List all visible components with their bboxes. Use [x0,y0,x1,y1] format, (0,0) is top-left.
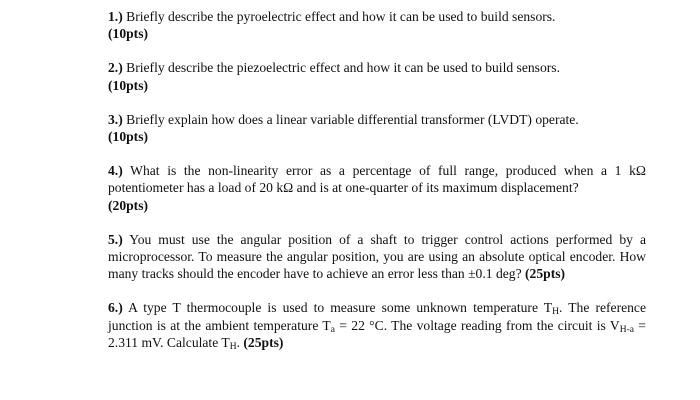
subscript-h: H [552,307,559,318]
question-text-part: . The reference junction is at the ambient temperature T [108,300,646,333]
subscript-h: H [229,341,237,352]
question-text: Briefly describe the piezoelectric effect and how it can be used to build sensors. [126,60,560,76]
question-text: What is the non-linearity error as a percentage of full range, produced when a 1 kΩ potentiometer has a load of 20 kΩ and is at one-quarter of its maximum displacement? [108,163,646,196]
question-document [108,8,646,351]
question-4 [108,162,646,214]
question-text: Briefly explain how does a linear variable differential transformer (LVDT) operate. [126,111,579,127]
question-number: 5.) [108,231,123,247]
question-number: 2.) [108,60,123,76]
question-2 [108,59,646,93]
question-points: (10pts) [108,26,149,42]
question-number: 3.) [108,111,123,127]
question-points: (25pts) [525,266,566,282]
question-text: You must use the angular position of a shaft to trigger control actions performed by a microprocessor. To measure the angular position, you are using an absolute optical encoder. How many tracks should the encoder have to achieve an error less than ±0.1 deg? [108,231,646,282]
subscript-a: a [330,324,335,335]
question-3 [108,111,646,145]
question-points: (10pts) [108,77,149,93]
question-text-part: = 22 °C. The voltage reading from the circuit is V [334,317,620,333]
question-number: 4.) [108,163,123,179]
question-points: (20pts) [108,197,149,213]
question-text-part: = 2.311 mV. Calculate T [108,317,646,350]
question-points: (25pts) [243,334,284,350]
subscript-h-a: H-a [619,324,634,335]
question-1 [108,8,646,42]
question-points: (10pts) [108,129,149,145]
question-text-part: A type T thermocouple is used to measure some unknown temperature T [128,300,553,316]
question-6 [108,299,646,351]
question-number: 1.) [108,9,123,24]
question-text: Briefly describe the pyroelectric effect and how it can be used to build sensors. [126,9,556,24]
question-5 [108,231,646,283]
question-text-part: . [236,334,240,350]
question-number: 6.) [108,300,123,316]
